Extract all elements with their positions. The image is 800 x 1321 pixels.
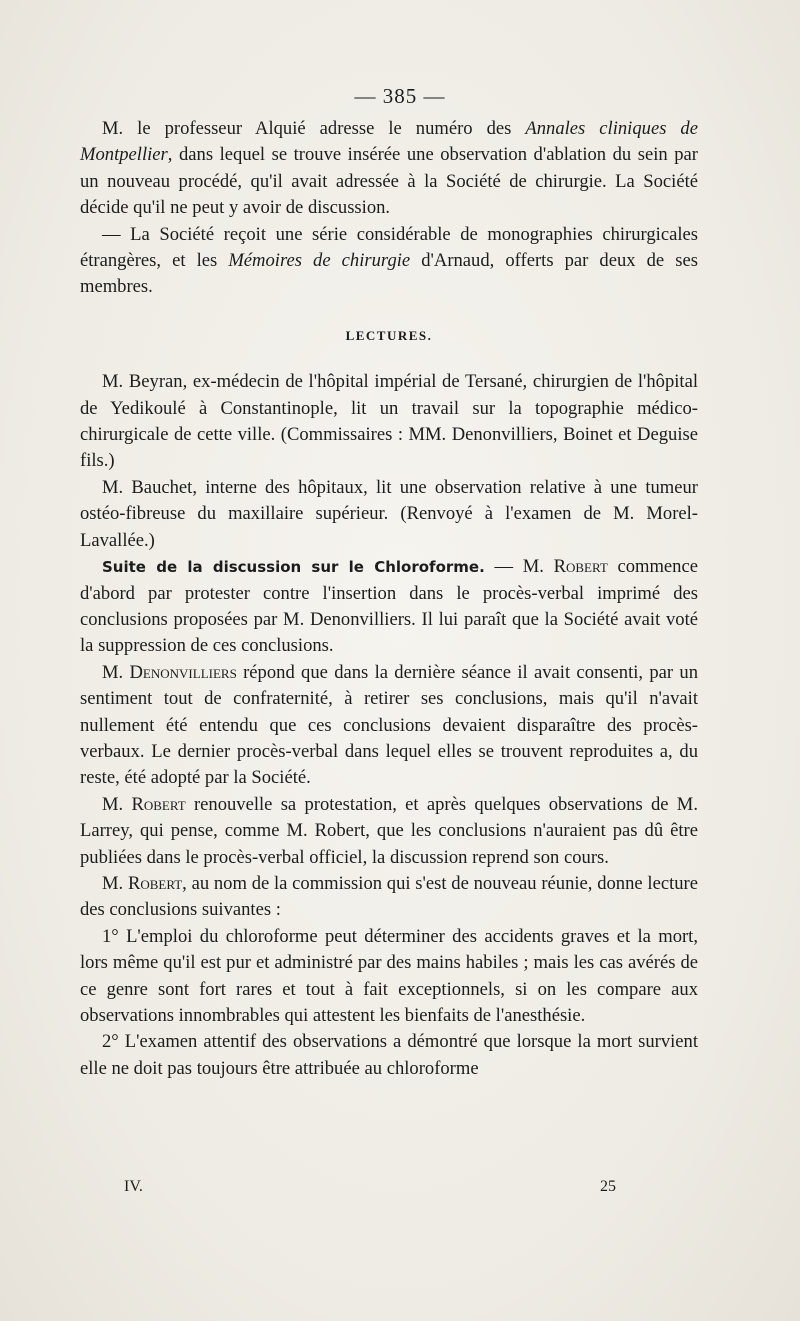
paragraph-robert-commission: M. Robert, au nom de la commission qui s'est de nouveau réunie, donne lecture des conclusions suivantes : bbox=[80, 872, 698, 921]
discussion-heading: Suite de la discussion sur le Chloroforme. bbox=[102, 558, 485, 577]
signature-mark: IV. bbox=[124, 1178, 143, 1195]
paragraph-monographies: — La Société reçoit une série considérable de monographies chirurgicales étrangères, et les Mémoires de chirurgie d'Arnaud, offerts par deux de ses membres. bbox=[80, 223, 698, 298]
paragraph-discussion-chloroforme: Suite de la discussion sur le Chloroforme. — M. Robert commence d'abord par protester contre l'insertion dans le procès-verbal imprimé des conclusions proposées par M. Denonvilliers. Il lui paraît que la Société avait voté la suppression de ces conclusions. bbox=[80, 556, 698, 657]
paragraph-conclusion-1: 1° L'emploi du chloroforme peut déterminer des accidents graves et la mort, lors même qu'il est pur et administré par des mains habiles ; mais les cas avérés de ce genre sont fort rares et tout à fait exceptionnels, si on les compare aux observations innombrables qui attestent les bienfaits de l'anesthésie. bbox=[80, 925, 698, 1026]
paragraph-beyran: M. Beyran, ex-médecin de l'hôpital impérial de Tersané, chirurgien de l'hôpital de Yedikoulé à Constantinople, lit un travail sur la topographie médico-chirurgicale de cette ville. (Commissaires : MM. Denonvilliers, Boinet et Deguise fils.) bbox=[80, 371, 698, 472]
sheet-number: 25 bbox=[600, 1178, 616, 1195]
paragraph-conclusion-2: 2° L'examen attentif des observations a démontré que lorsque la mort survient elle ne doit pas toujours être attribuée au chloroforme bbox=[80, 1031, 698, 1079]
paragraph-bauchet: M. Bauchet, interne des hôpitaux, lit une observation relative à une tumeur ostéo-fibreuse du maxillaire supérieur. (Renvoyé à l'examen de M. Morel-Lavallée.) bbox=[80, 476, 698, 551]
body-text bbox=[80, 116, 698, 1082]
paragraph-denonvilliers: M. Denonvilliers répond que dans la dernière séance il avait consenti, par un sentiment tout de confraternité, à retirer ses conclusions, mais qu'il n'avait nullement été entendu que ces conclusions devaient disparaître des procès-verbaux. Le dernier procès-verbal dans lequel elles se trouvent reproduites a, du reste, été adopté par la Société. bbox=[80, 661, 698, 789]
paragraph-alquie: M. le professeur Alquié adresse le numéro des Annales cliniques de Montpellier, dans lequel se trouve insérée une observation d'ablation du sein par un nouveau procédé, qu'il avait adressée à la Société de chirurgie. La Société décide qu'il ne peut y avoir de discussion. bbox=[80, 118, 698, 219]
page-number: — 385 — bbox=[354, 84, 446, 108]
journal-title: Annales cliniques de Montpellier bbox=[80, 118, 698, 166]
section-heading-lectures: LECTURES. bbox=[345, 327, 433, 343]
book-title: Mémoires de chirurgie bbox=[228, 250, 411, 272]
paragraph-robert-protestation: M. Robert renouvelle sa protestation, et après quelques observations de M. Larrey, qui pense, comme M. Robert, que les conclusions n'auraient pas dû être publiées dans le procès-verbal officiel, la discussion reprend son cours. bbox=[80, 793, 698, 868]
